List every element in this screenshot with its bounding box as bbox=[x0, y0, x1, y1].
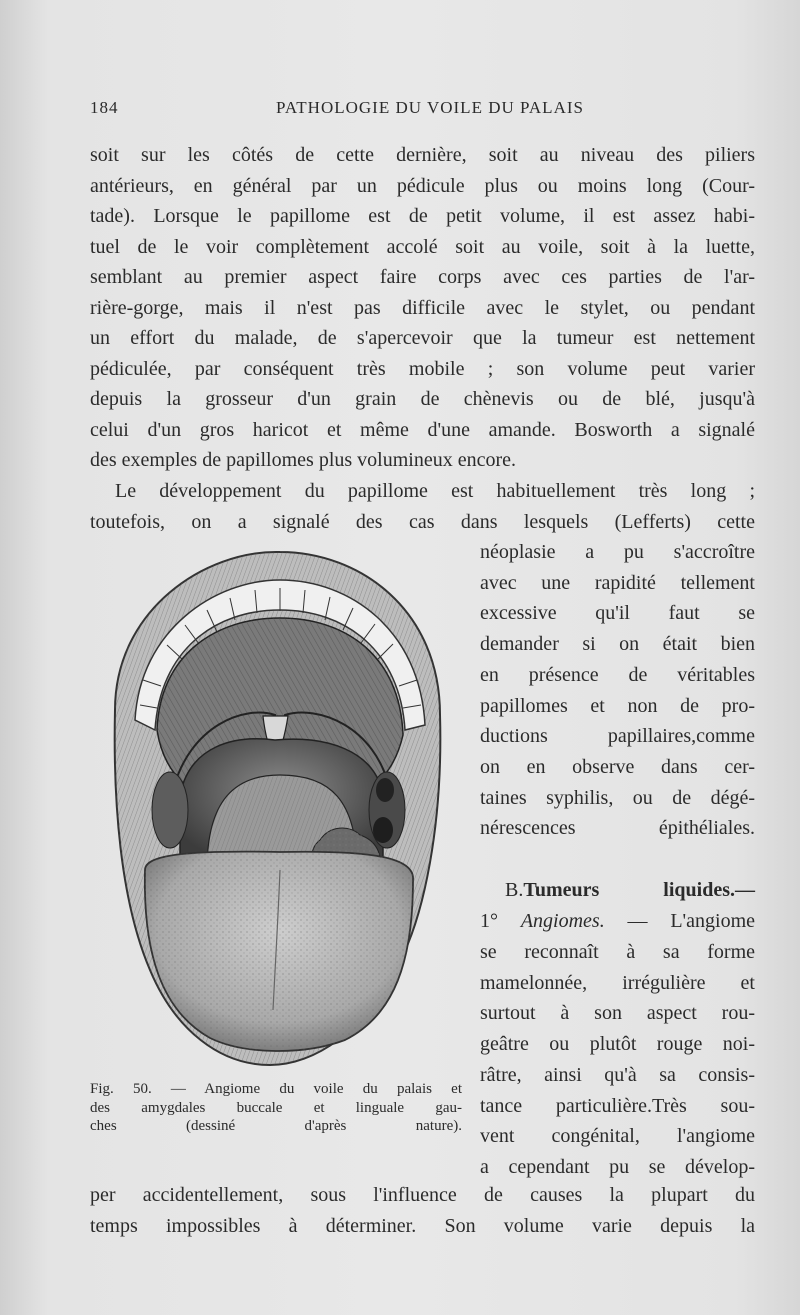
section-letter: B. bbox=[505, 879, 524, 901]
paragraph-2-wrap bbox=[480, 537, 755, 844]
text-line: surtout à son aspect rou- bbox=[480, 1002, 755, 1025]
mouth-engraving bbox=[95, 540, 455, 1075]
text-line: avec une rapidité tellement bbox=[480, 571, 755, 594]
text-line: antérieurs, en général par un pédicule plus ou moins long (Cour- bbox=[90, 174, 755, 197]
section-title-line bbox=[480, 875, 755, 906]
text-line: râtre, ainsi qu'à sa consis- bbox=[480, 1063, 755, 1086]
subsection-title-line bbox=[480, 906, 755, 937]
text-line: papillomes et non de pro- bbox=[480, 694, 755, 717]
subsection-line bbox=[480, 906, 755, 937]
text-line: depuis la grosseur d'un grain de chènevis ou de blé, jusqu'à bbox=[90, 388, 755, 410]
section-title: Tumeurs liquides.— bbox=[523, 879, 755, 901]
paragraph-1 bbox=[90, 140, 755, 476]
text-line: semblant au premier aspect faire corps avec ces parties de l'ar- bbox=[90, 266, 755, 288]
subsection-title: Angiomes. bbox=[520, 910, 605, 932]
text-line: a cependant pu se dévelop- bbox=[480, 1155, 755, 1178]
page-header bbox=[90, 98, 750, 122]
text-line: taines syphilis, ou de dégé- bbox=[480, 786, 755, 809]
text-line: excessive qu'il faut se bbox=[480, 602, 755, 625]
figure-open-mouth-illustration bbox=[95, 540, 455, 1075]
text-line: geâtre ou plutôt rouge noi- bbox=[480, 1033, 755, 1056]
text-line: tade). Lorsque le papillome est de petit volume, il est assez habi- bbox=[90, 205, 755, 227]
text-line: on en observe dans cer- bbox=[480, 755, 755, 778]
page-number: 184 bbox=[90, 98, 119, 117]
text-line: se reconnaît à sa forme bbox=[480, 941, 755, 963]
text-line: celui d'un gros haricot et même d'une amande. Bosworth a signalé bbox=[90, 418, 755, 441]
text-line: Le développement du papillome est habituellement très long ; bbox=[115, 480, 755, 502]
text-line: soit sur les côtés de cette dernière, soit au niveau des piliers bbox=[90, 144, 755, 166]
paragraph-2-full bbox=[90, 476, 755, 537]
text-line: ductions papillaires,comme bbox=[480, 725, 755, 748]
text-line: vent congénital, l'angiome bbox=[480, 1125, 755, 1148]
caption-line: des amygdales buccale et linguale gau- bbox=[90, 1099, 462, 1116]
section-heading bbox=[480, 875, 755, 906]
running-head: PATHOLOGIE DU VOILE DU PALAIS bbox=[276, 98, 584, 117]
text-line: en présence de véritables bbox=[480, 663, 755, 686]
text-line: mamelonnée, irrégulière et bbox=[480, 971, 755, 994]
text-line: temps impossibles à déterminer. Son volume varie depuis la bbox=[90, 1214, 755, 1237]
paragraph-3-full bbox=[90, 1180, 755, 1241]
caption-line: Fig. 50. — Angiome du voile du palais et bbox=[90, 1081, 462, 1097]
text-line: tuel de le voir complètement accolé soit au voile, soit à la luette, bbox=[90, 235, 755, 258]
text-line: toutefois, on a signalé des cas dans lesquels (Lefferts) cette bbox=[90, 510, 755, 533]
subsection-number: 1° bbox=[480, 910, 498, 932]
text-line: demander si on était bien bbox=[480, 633, 755, 656]
figure-caption bbox=[90, 1080, 462, 1136]
text-line: tance particulière.Très sou- bbox=[480, 1094, 755, 1117]
text-line: per accidentellement, sous l'influence de causes la plupart du bbox=[90, 1184, 755, 1206]
text-line: un effort du malade, de s'apercevoir que la tumeur est nettement bbox=[90, 327, 755, 349]
text-line: rière-gorge, mais il n'est pas difficile avec le stylet, ou pendant bbox=[90, 296, 755, 319]
text-line: néoplasie a pu s'accroître bbox=[480, 541, 755, 563]
text-line: pédiculée, par conséquent très mobile ; son volume peut varier bbox=[90, 357, 755, 380]
caption-line: ches (dessiné d'après nature). bbox=[90, 1118, 462, 1134]
text-line: nérescences épithéliales. bbox=[480, 817, 755, 840]
paragraph-3-wrap bbox=[480, 937, 755, 1183]
text-line: des exemples de papillomes plus volumineux encore. bbox=[90, 449, 517, 471]
subsection-rest: — L'angiome bbox=[627, 910, 756, 932]
